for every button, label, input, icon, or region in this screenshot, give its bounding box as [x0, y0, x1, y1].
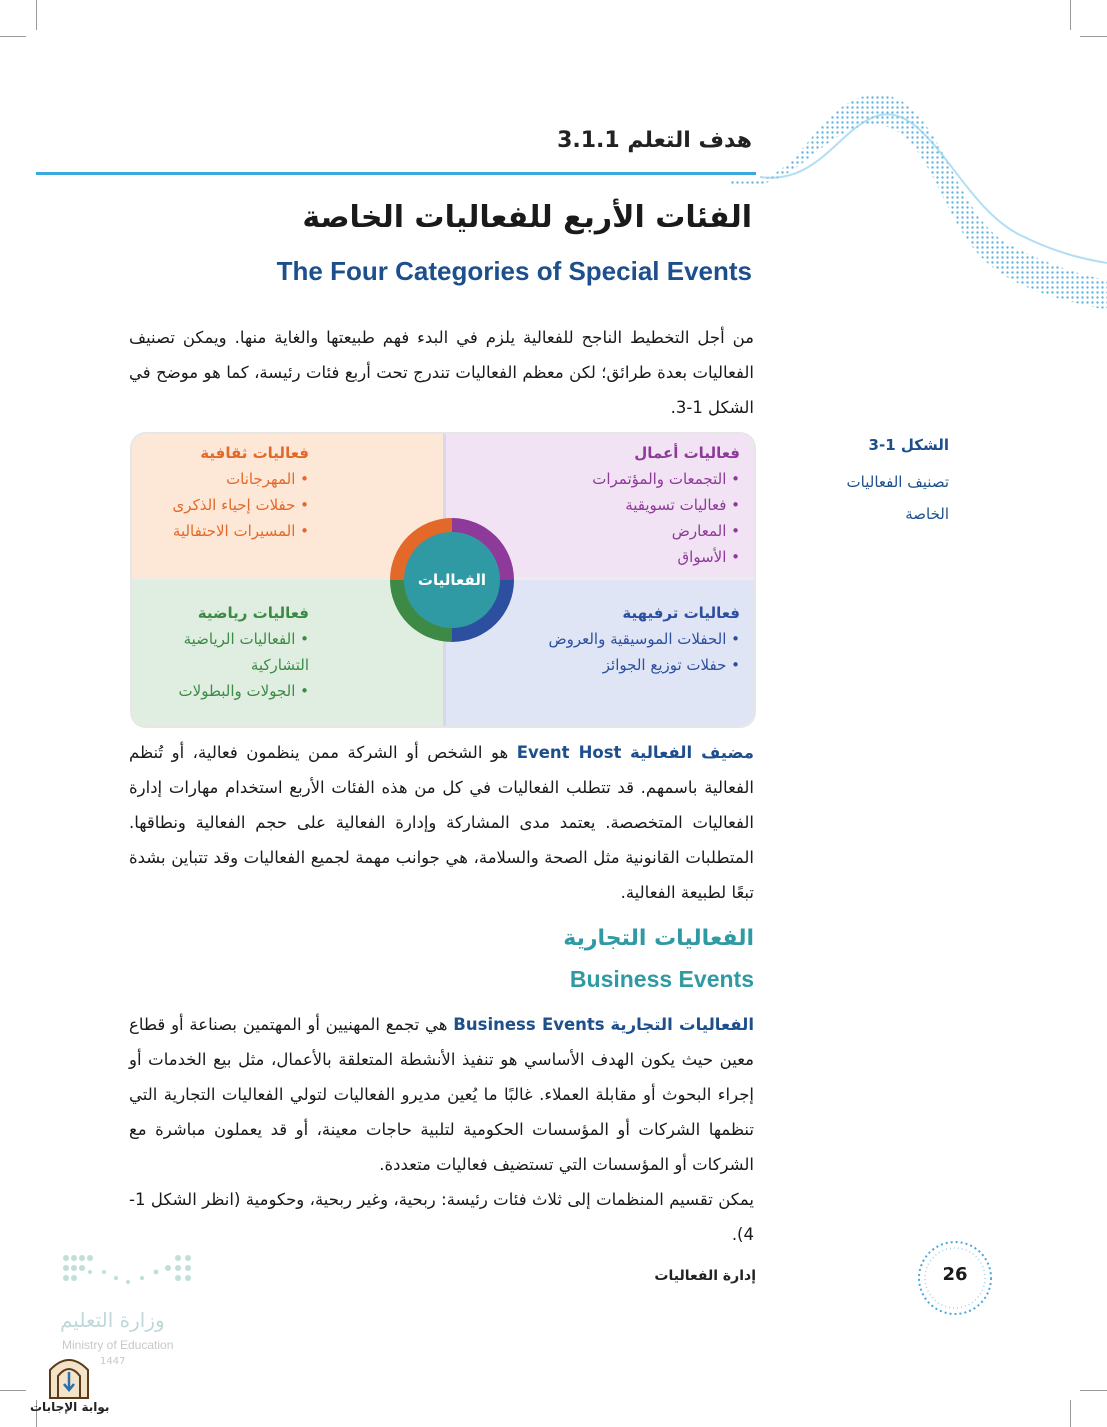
quadrant-item: • حفلات توزيع الجوائز — [460, 652, 740, 678]
crop-mark — [0, 1390, 26, 1391]
page-title-english: The Four Categories of Special Events — [276, 256, 752, 286]
closing-paragraph: يمكن تقسيم المنظمات إلى ثلاث فئات رئيسة: ربحية، وغير ربحية، وحكومية (انظر الشكل 1-4). — [129, 1190, 754, 1244]
section-heading-english: Business Events — [569, 966, 754, 992]
crop-mark — [1070, 1400, 1071, 1427]
quadrant-title: فعاليات ثقافية — [200, 444, 309, 462]
quadrant-item: • حفلات إحياء الذكرى — [146, 492, 309, 518]
quadrant-title: فعاليات رياضية — [197, 604, 309, 622]
decorative-wave-graphic — [720, 85, 1107, 315]
ministry-name-arabic: وزارة التعليم — [60, 1308, 165, 1332]
ministry-logo-icon — [60, 1250, 200, 1300]
section-heading-arabic: الفعاليات التجارية — [563, 926, 754, 951]
event-host-paragraph — [129, 735, 754, 910]
crop-mark — [1080, 1390, 1107, 1391]
crop-mark — [1080, 36, 1107, 37]
ministry-year: 1447 — [100, 1356, 126, 1367]
page-number: 26 — [942, 1264, 968, 1285]
header-divider — [36, 172, 756, 175]
business-events-paragraph — [129, 1007, 754, 1182]
figure-center-hub — [390, 518, 514, 642]
book-title-footer: إدارة الفعاليات — [654, 1268, 756, 1284]
page-title-arabic: الفئات الأربع للفعاليات الخاصة — [302, 200, 752, 235]
paragraph-body: هو الشخص أو الشركة ممن ينظمون فعالية، أو تُنظم الفعالية باسمهم. قد تتطلب الفعاليات في كل من هذه الفئات الأربع استخدام مهارات إدارة الفعاليات المتخصصة. يعتمد مدى المشاركة وإدارة الفعالية على حجم الفعالية ونطاقها. المتطلبات القانونية مثل الصحة والسلامة، هي جوانب مهمة لجميع الفعاليات وقد تتباين بشدة تبعًا لطبيعة الفعالية. — [129, 743, 754, 902]
learning-objective-label: هدف التعلم 3.1.1 — [557, 128, 752, 153]
crop-mark — [36, 0, 37, 30]
crop-mark — [1070, 0, 1071, 30]
quadrant-item: • فعاليات تسويقية — [460, 492, 740, 518]
quadrant-title: فعاليات ترفيهية — [622, 604, 740, 622]
watermark-text: بوابة الإجابات — [30, 1400, 110, 1414]
quadrant-item: • المعارض — [460, 518, 740, 544]
quadrant-item: • الحفلات الموسيقية والعروض — [460, 626, 740, 652]
ministry-name-english: Ministry of Education — [62, 1338, 174, 1352]
quadrant-item: • التجمعات والمؤتمرات — [460, 466, 740, 492]
quadrant-item: • المهرجانات — [146, 466, 309, 492]
term-arabic: مضيف الفعالية — [629, 743, 755, 762]
intro-paragraph: من أجل التخطيط الناجح للفعالية يلزم في البدء فهم طبيعتها والغاية منها. ويمكن تصنيف الفعاليات بعدة طرائق؛ لكن معظم الفعاليات تندرج تحت أربع فئات رئيسة، كما هو موضح في الشكل 1-3. — [129, 328, 754, 417]
term-arabic: الفعاليات التجارية — [610, 1015, 754, 1034]
term-english: Event Host — [516, 743, 622, 762]
figure-center-label: الفعاليات — [404, 532, 500, 628]
quadrant-item: • الفعاليات الرياضية التشاركية — [146, 626, 309, 678]
term-english: Business Events — [453, 1015, 605, 1034]
paragraph-body: هي تجمع المهنيين أو المهتمين بصناعة أو قطاع معين حيث يكون الهدف الأساسي هو تنفيذ الأنشطة المتعلقة بالأعمال، مثل بيع الخدمات أو إجراء البحوث أو مقابلة العملاء. غالبًا ما يُعين مديرو الفعاليات لتولي الفعاليات التجارية التي تنظمها الشركات أو المؤسسات الحكومية لتلبية حاجات معينة، أو قد يعملون مباشرة مع الشركات أو المؤسسات التي تستضيف فعاليات متعددة. — [129, 1015, 754, 1174]
figure-number: الشكل 1-3 — [868, 436, 949, 454]
quadrant-item: • المسيرات الاحتفالية — [146, 518, 309, 544]
quadrant-item: • الجولات والبطولات — [146, 678, 309, 704]
crop-mark — [0, 36, 26, 37]
quadrant-title: فعاليات أعمال — [634, 444, 740, 462]
figure-caption: تصنيف الفعاليات الخاصة — [846, 473, 949, 523]
watermark-badge-icon — [46, 1350, 92, 1400]
quadrant-item: • الأسواق — [460, 544, 740, 570]
